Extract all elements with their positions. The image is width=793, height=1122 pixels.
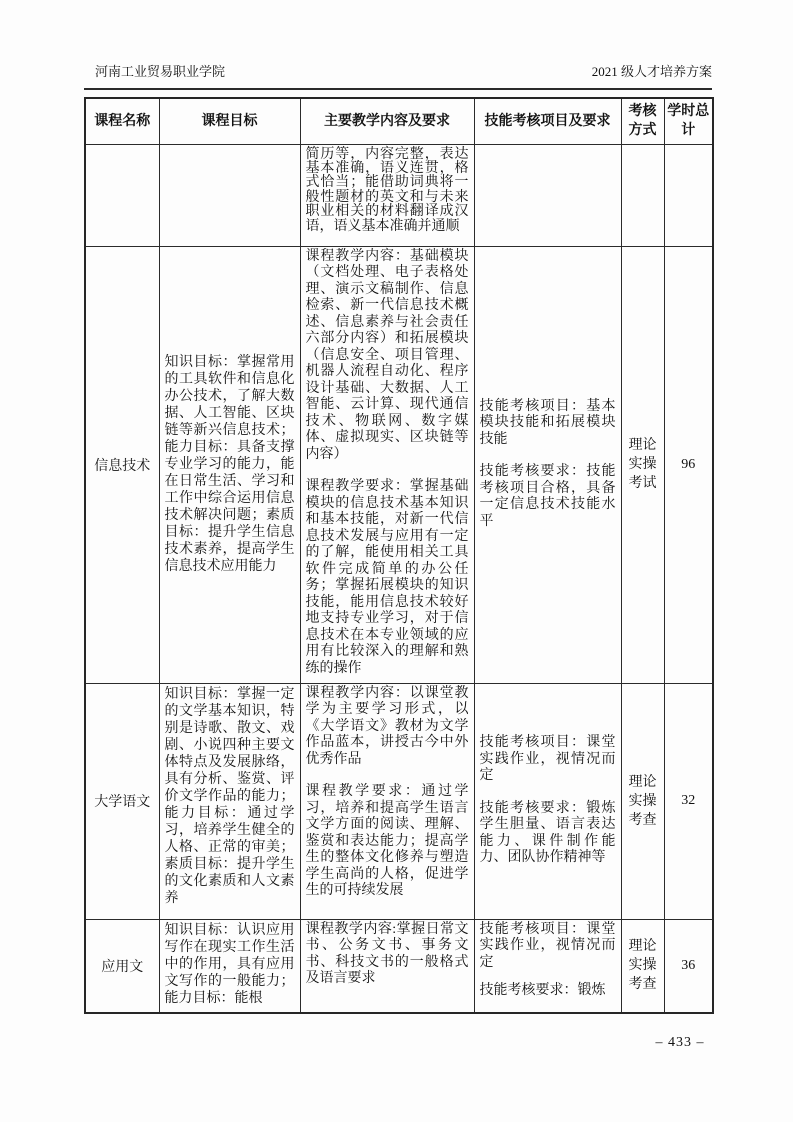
running-header	[84, 64, 712, 80]
college-chinese-content-cell	[300, 683, 474, 919]
continuation-goals-cell	[159, 144, 300, 246]
column-header-teaching-content: 主要教学内容及要求	[300, 98, 474, 144]
column-header-total-hours: 学时总计	[664, 98, 713, 144]
header-rule	[84, 88, 712, 90]
info-tech-goals-cell	[159, 246, 300, 683]
column-header-course-name: 课程名称	[85, 98, 159, 144]
college-chinese-method-cell: 理论实操考查	[621, 683, 664, 919]
content-paragraph: 课程教学内容:掌握日常文书、公务文书、事务文书、科技文书的一般格式及语言要求	[305, 921, 469, 986]
applied-writing-skills-cell	[474, 919, 621, 1013]
skills-paragraph: 技能考核项目：课堂实践作业，视情况而定	[479, 735, 616, 784]
skills-paragraph: 技能考核要求：技能考核项目合格，具备一定信息技术技能水平	[479, 464, 616, 529]
table-row-continuation	[85, 144, 713, 246]
continuation-hours-cell	[664, 144, 713, 246]
applied-writing-content-cell	[300, 919, 474, 1013]
college-chinese-hours-cell: 32	[664, 683, 713, 919]
page-number: – 433 –	[655, 1035, 705, 1050]
info-tech-hours-cell: 96	[664, 246, 713, 683]
content-paragraph: 课程教学要求：通过学习，培养和提高学生语言文学方面的阅读、理解、鉴赏和表达能力；提高学生的整体文化修养与塑造学生高尚的人格，促进学生的可持续发展	[305, 784, 469, 898]
info-tech-skills-cell	[474, 246, 621, 683]
content-paragraph: 课程教学内容：基础模块（文档处理、电子表格处理、演示文稿制作、信息检索、新一代信息技术概述、信息素养与社会责任六部分内容）和拓展模块（信息安全、项目管理、机器人流程自动化、程序设计基础、大数据、人工智能、云计算、现代通信技术、物联网、数字媒体、虚拟现实、区块链等内容）	[305, 248, 469, 462]
table-row-college-chinese	[85, 683, 713, 919]
content-paragraph: 课程教学要求：掌握基础模块的信息技术基本知识和基本技能，对新一代信息技术发展与应用有一定的了解，能使用相关工具软件完成简单的办公任务；掌握拓展模块的知识技能，能用信息技术较好地支持专业学习，对于信息技术在本专业领域的应用有比较深入的理解和熟练的操作	[305, 479, 469, 676]
content-paragraph: 简历等，内容完整，表达基本准确，语义连贯，格式恰当；能借助词典将一般性题材的英文和与未来职业相关的材料翻译成汉语，语义基本准确并通顺	[305, 146, 469, 234]
college-chinese-course-name-cell: 大学语文	[85, 683, 159, 919]
header-program-title: 2021 级人才培养方案	[591, 64, 712, 79]
applied-writing-course-name-cell: 应用文	[85, 919, 159, 1013]
continuation-content-cell	[300, 144, 474, 246]
info-tech-method-cell: 理论实操考试	[621, 246, 664, 683]
column-header-skill-assessment: 技能考核项目及要求	[474, 98, 621, 144]
continuation-skills-cell	[474, 144, 621, 246]
college-chinese-goals-cell	[159, 683, 300, 919]
info-tech-content-cell	[300, 246, 474, 683]
continuation-course-name-cell	[85, 144, 159, 246]
college-chinese-skills-cell	[474, 683, 621, 919]
table-header-row	[85, 98, 713, 144]
goals-paragraph: 知识目标：掌握常用的工具软件和信息化办公技术，了解大数据、人工智能、区块链等新兴信息技术；能力目标：具备支撑专业学习的能力，能在日常生活、学习和工作中综合运用信息技术解决问题；素质目标：提升学生信息技术素养，提高学生信息技术应用能力	[164, 355, 295, 574]
continuation-method-cell	[621, 144, 664, 246]
content-paragraph: 课程教学内容：以课堂教学为主要学习形式，以《大学语文》教材为文学作品蓝本，讲授古今中外优秀作品	[305, 685, 469, 767]
applied-writing-hours-cell: 36	[664, 919, 713, 1013]
goals-paragraph: 知识目标：认识应用写作在现实工作生活中的作用，具有应用文写作的一般能力；能力目标：能根	[164, 922, 295, 1006]
skills-paragraph: 技能考核要求：锻炼学生胆量、语言表达能力、课件制作能力、团队协作精神等	[479, 800, 616, 866]
goals-paragraph: 知识目标：掌握一定的文学基本知识，特别是诗歌、散文、戏剧、小说四种主要文体特点及发展脉络，具有分析、鉴赏、评价文学作品的能力；能力目标：通过学习，培养学生健全的人格、正常的审美；素质目标：提升学生的文化素质和人文素养	[164, 686, 295, 906]
skills-paragraph: 技能考核项目：课堂实践作业，视情况而定	[479, 921, 616, 970]
applied-writing-goals-cell	[159, 919, 300, 1013]
column-header-assessment-method: 考核方式	[621, 98, 664, 144]
curriculum-table	[84, 97, 714, 1014]
table-row-applied-writing	[85, 919, 713, 1013]
header-school-name: 河南工业贸易职业学院	[95, 64, 226, 79]
skills-paragraph: 技能考核要求：锻炼	[479, 983, 606, 998]
info-tech-course-name-cell: 信息技术	[85, 246, 159, 683]
table-row-information-technology	[85, 246, 713, 683]
column-header-course-goals: 课程目标	[159, 98, 300, 144]
skills-paragraph: 技能考核项目：基本模块技能和拓展模块技能	[479, 398, 616, 447]
applied-writing-method-cell: 理论实操考查	[621, 919, 664, 1013]
